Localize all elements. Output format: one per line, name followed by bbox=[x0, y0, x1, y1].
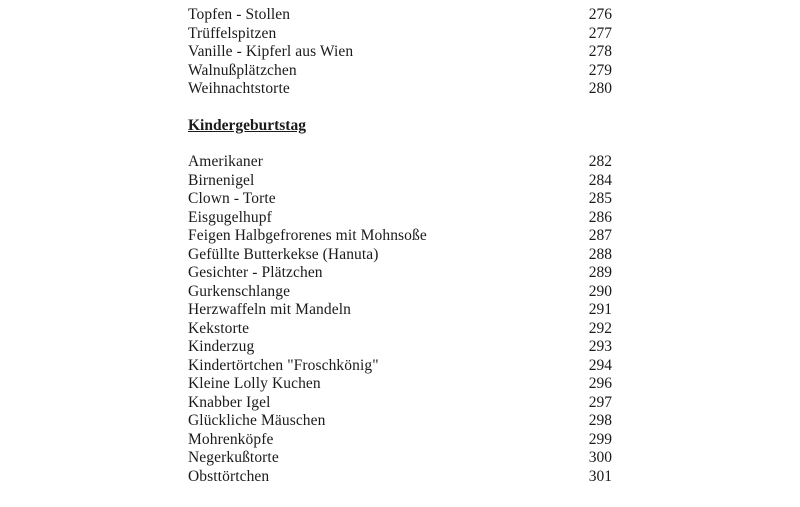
entry-page-number: 293 bbox=[588, 338, 612, 355]
index-entry bbox=[188, 80, 612, 98]
index-entry bbox=[188, 264, 612, 282]
entry-page-number: 297 bbox=[588, 393, 612, 411]
entry-page-number: 296 bbox=[588, 375, 612, 392]
entry-page-number: 298 bbox=[588, 412, 612, 429]
entry-title: Herzwaffeln mit Mandeln bbox=[188, 301, 351, 318]
entry-title: Kindertörtchen "Froschkönig" bbox=[188, 356, 379, 374]
section-heading: Kindergeburtstag bbox=[188, 117, 306, 134]
entry-title: Topfen - Stollen bbox=[188, 6, 291, 23]
index-entry bbox=[188, 468, 612, 486]
entry-page-number: 292 bbox=[588, 319, 612, 337]
index-entry bbox=[188, 375, 612, 393]
entry-title: Amerikaner bbox=[188, 153, 264, 170]
entry-page-number: 290 bbox=[588, 282, 612, 300]
entry-title: Clown - Torte bbox=[188, 190, 276, 207]
entry-page-number: 279 bbox=[588, 61, 612, 79]
entry-page-number: 280 bbox=[588, 80, 612, 97]
index-entry bbox=[188, 209, 612, 227]
index-entry bbox=[188, 394, 612, 412]
entry-page-number: 289 bbox=[588, 264, 612, 281]
entry-title: Kleine Lolly Kuchen bbox=[188, 375, 321, 392]
index-entry bbox=[188, 449, 612, 467]
entry-title: Kinderzug bbox=[188, 338, 255, 355]
entry-title: Negerkußtorte bbox=[188, 449, 279, 466]
entry-title: Mohrenköpfe bbox=[188, 430, 274, 448]
index-entry bbox=[188, 246, 612, 264]
entry-title: Eisgugelhupf bbox=[188, 208, 272, 226]
entry-title: Birnenigel bbox=[188, 171, 255, 189]
entry-page-number: 277 bbox=[588, 24, 612, 42]
index-entry bbox=[188, 172, 612, 190]
entry-page-number: 294 bbox=[588, 356, 612, 374]
entry-title: Feigen Halbgefrorenes mit Mohnsoße bbox=[188, 227, 427, 244]
entry-page-number: 282 bbox=[588, 153, 612, 170]
entry-page-number: 287 bbox=[588, 227, 612, 244]
entry-page-number: 288 bbox=[588, 245, 612, 263]
entry-title: Gefüllte Butterkekse (Hanuta) bbox=[188, 245, 379, 263]
index-entry bbox=[188, 43, 612, 61]
entry-title: Glückliche Mäuschen bbox=[188, 412, 326, 429]
index-entry bbox=[188, 338, 612, 356]
entry-page-number: 286 bbox=[588, 208, 612, 226]
entry-page-number: 299 bbox=[588, 430, 612, 448]
index-entry bbox=[188, 25, 612, 43]
entry-page-number: 291 bbox=[588, 301, 612, 318]
index-entry bbox=[188, 62, 612, 80]
entry-title: Vanille - Kipferl aus Wien bbox=[188, 43, 354, 60]
index-entry bbox=[188, 227, 612, 245]
entry-title: Gesichter - Plätzchen bbox=[188, 264, 323, 281]
entry-page-number: 278 bbox=[588, 43, 612, 60]
index-entry bbox=[188, 357, 612, 375]
index-entry bbox=[188, 301, 612, 319]
entry-title: Walnußplätzchen bbox=[188, 61, 297, 79]
entry-page-number: 300 bbox=[588, 449, 612, 466]
entry-title: Kekstorte bbox=[188, 319, 250, 337]
entry-page-number: 285 bbox=[588, 190, 612, 207]
index-entry bbox=[188, 320, 612, 338]
index-entry bbox=[188, 6, 612, 24]
entry-title: Weihnachtstorte bbox=[188, 80, 290, 97]
index-entry bbox=[188, 412, 612, 430]
entry-page-number: 284 bbox=[588, 171, 612, 189]
index-entry bbox=[188, 283, 612, 301]
entry-page-number: 276 bbox=[588, 6, 612, 23]
index-entry bbox=[188, 190, 612, 208]
entry-title: Gurkenschlange bbox=[188, 282, 291, 300]
entry-page-number: 301 bbox=[588, 467, 612, 485]
index-entry bbox=[188, 431, 612, 449]
entry-title: Trüffelspitzen bbox=[188, 24, 277, 42]
index-entry bbox=[188, 153, 612, 171]
entry-title: Obsttörtchen bbox=[188, 467, 270, 485]
entry-title: Knabber Igel bbox=[188, 393, 271, 411]
